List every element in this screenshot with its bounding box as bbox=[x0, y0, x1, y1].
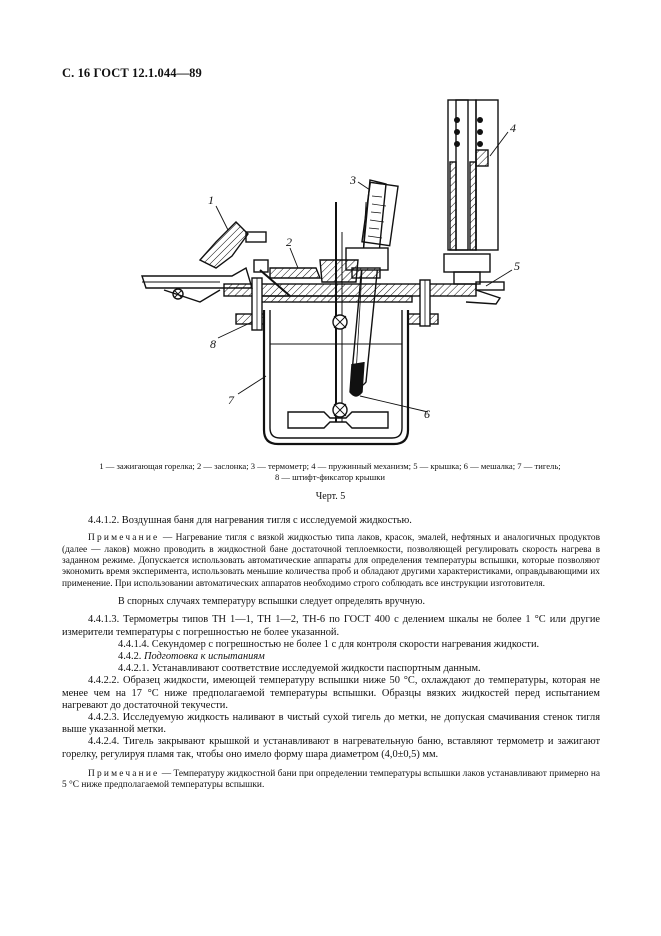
note-1-body: — Нагревание тигля с вязкой жидкостью типа лаков, красок, эмалей, нефтяных и аналогичных продуктов (далее — лаков) можно проводить в жидкостной бане достаточной теплоемкости, позволяющей регулировать скорость нагрева в заданном режиме. Допускается использовать автоматические аппараты для определения температуры вспышки, которые позволяют экономить время эксперимента, использовать меньшие количества проб и обладают другими характеристиками, оправдывающими их применение. При использовании автоматических аппаратов необходимо строго соблюдать все инструкции изготовителя. bbox=[62, 533, 600, 589]
drawing-label-1: 1 bbox=[208, 193, 214, 207]
drawing-label-7: 7 bbox=[228, 393, 234, 407]
paragraph-4-4-2 bbox=[88, 651, 600, 663]
drawing-label-4: 4 bbox=[510, 121, 516, 135]
note-2-body: — Температуру жидкостной бани при определении температуры вспышки лаков устанавливают примерно на 5 °С ниже предполагаемой температуры вспышки. bbox=[62, 768, 600, 791]
figure-title: Черт. 5 bbox=[315, 491, 346, 502]
caption-line-1: 1 — зажигающая горелка; 2 — заслонка; 3 — термометр; 4 — пружинный механизм; 5 — крышка; 6 — мешалка; 7 — тигель; bbox=[99, 461, 561, 471]
paragraph-4-4-2-title: Подготовка к испытаниям bbox=[143, 651, 265, 663]
spring-mechanism bbox=[444, 100, 498, 284]
paragraph-4-4-2-1: 4.4.2.1. Устанавливают соответствие исследуемой жидкости паспортным данным. bbox=[118, 663, 481, 675]
drawing-label-2: 2 bbox=[286, 235, 292, 249]
note-1-label: Примечание bbox=[88, 533, 160, 544]
drawing-label-5: 5 bbox=[514, 259, 520, 273]
paragraph-4-4-1-4: 4.4.1.4. Секундомер с погрешностью не более 1 с для контроля скорости нагревания жидкости. bbox=[118, 638, 540, 650]
paragraph-4-4-2-4: 4.4.2.4. Тигель закрывают крышкой и устанавливают в нагревательную баню, вставляют термометр и зажигают горелку, регулируя пламя так, чтобы оно имело форму шара диаметром (4,0±0,5) мм. bbox=[62, 736, 600, 760]
paragraph-4-4-2-3: 4.4.2.3. Исследуемую жидкость наливают в чистый сухой тигель до метки, не допуская смачивания стенок тигля выше указанной метки. bbox=[62, 712, 600, 736]
drawing-label-8: 8 bbox=[210, 337, 216, 351]
note-2-label: Примечание bbox=[88, 768, 160, 779]
paragraph-dispute: В спорных случаях температуру вспышки следует определять вручную. bbox=[118, 596, 425, 608]
body-text bbox=[62, 515, 600, 792]
note-2 bbox=[62, 769, 600, 792]
drawing-label-3: 3 bbox=[350, 173, 356, 187]
figure-caption bbox=[62, 461, 598, 483]
paragraph-4-4-1-3: 4.4.1.3. Термометры типов ТН 1—1, ТН 1—2, ТН-6 по ГОСТ 400 с делением шкалы не более 1 °С или другие измерители температуры с погрешностью не более указанной. bbox=[62, 614, 600, 638]
paragraph-4-4-2-num: 4.4.2. bbox=[118, 651, 144, 663]
paragraph-4-4-2-2: 4.4.2.2. Образец жидкости, имеющей температуру вспышки ниже 50 °С, охлаждают до температуры, которая не менее чем на 17 °С ниже предполагаемой температуры вспышки. Образцы вязких жидкостей перед испытанием нагревают до достаточной текучести. bbox=[62, 675, 600, 711]
paragraph-4-4-1-2: 4.4.1.2. Воздушная баня для нагревания тигля с исследуемой жидкостью. bbox=[88, 515, 412, 526]
page-header: С. 16 ГОСТ 12.1.044—89 bbox=[62, 66, 202, 80]
caption-line-2: 8 — штифт-фиксатор крышки bbox=[274, 472, 385, 482]
apparatus-drawing bbox=[120, 92, 540, 454]
drawing-label-6: 6 bbox=[424, 407, 430, 421]
lid bbox=[224, 282, 504, 304]
note-1 bbox=[62, 533, 600, 590]
